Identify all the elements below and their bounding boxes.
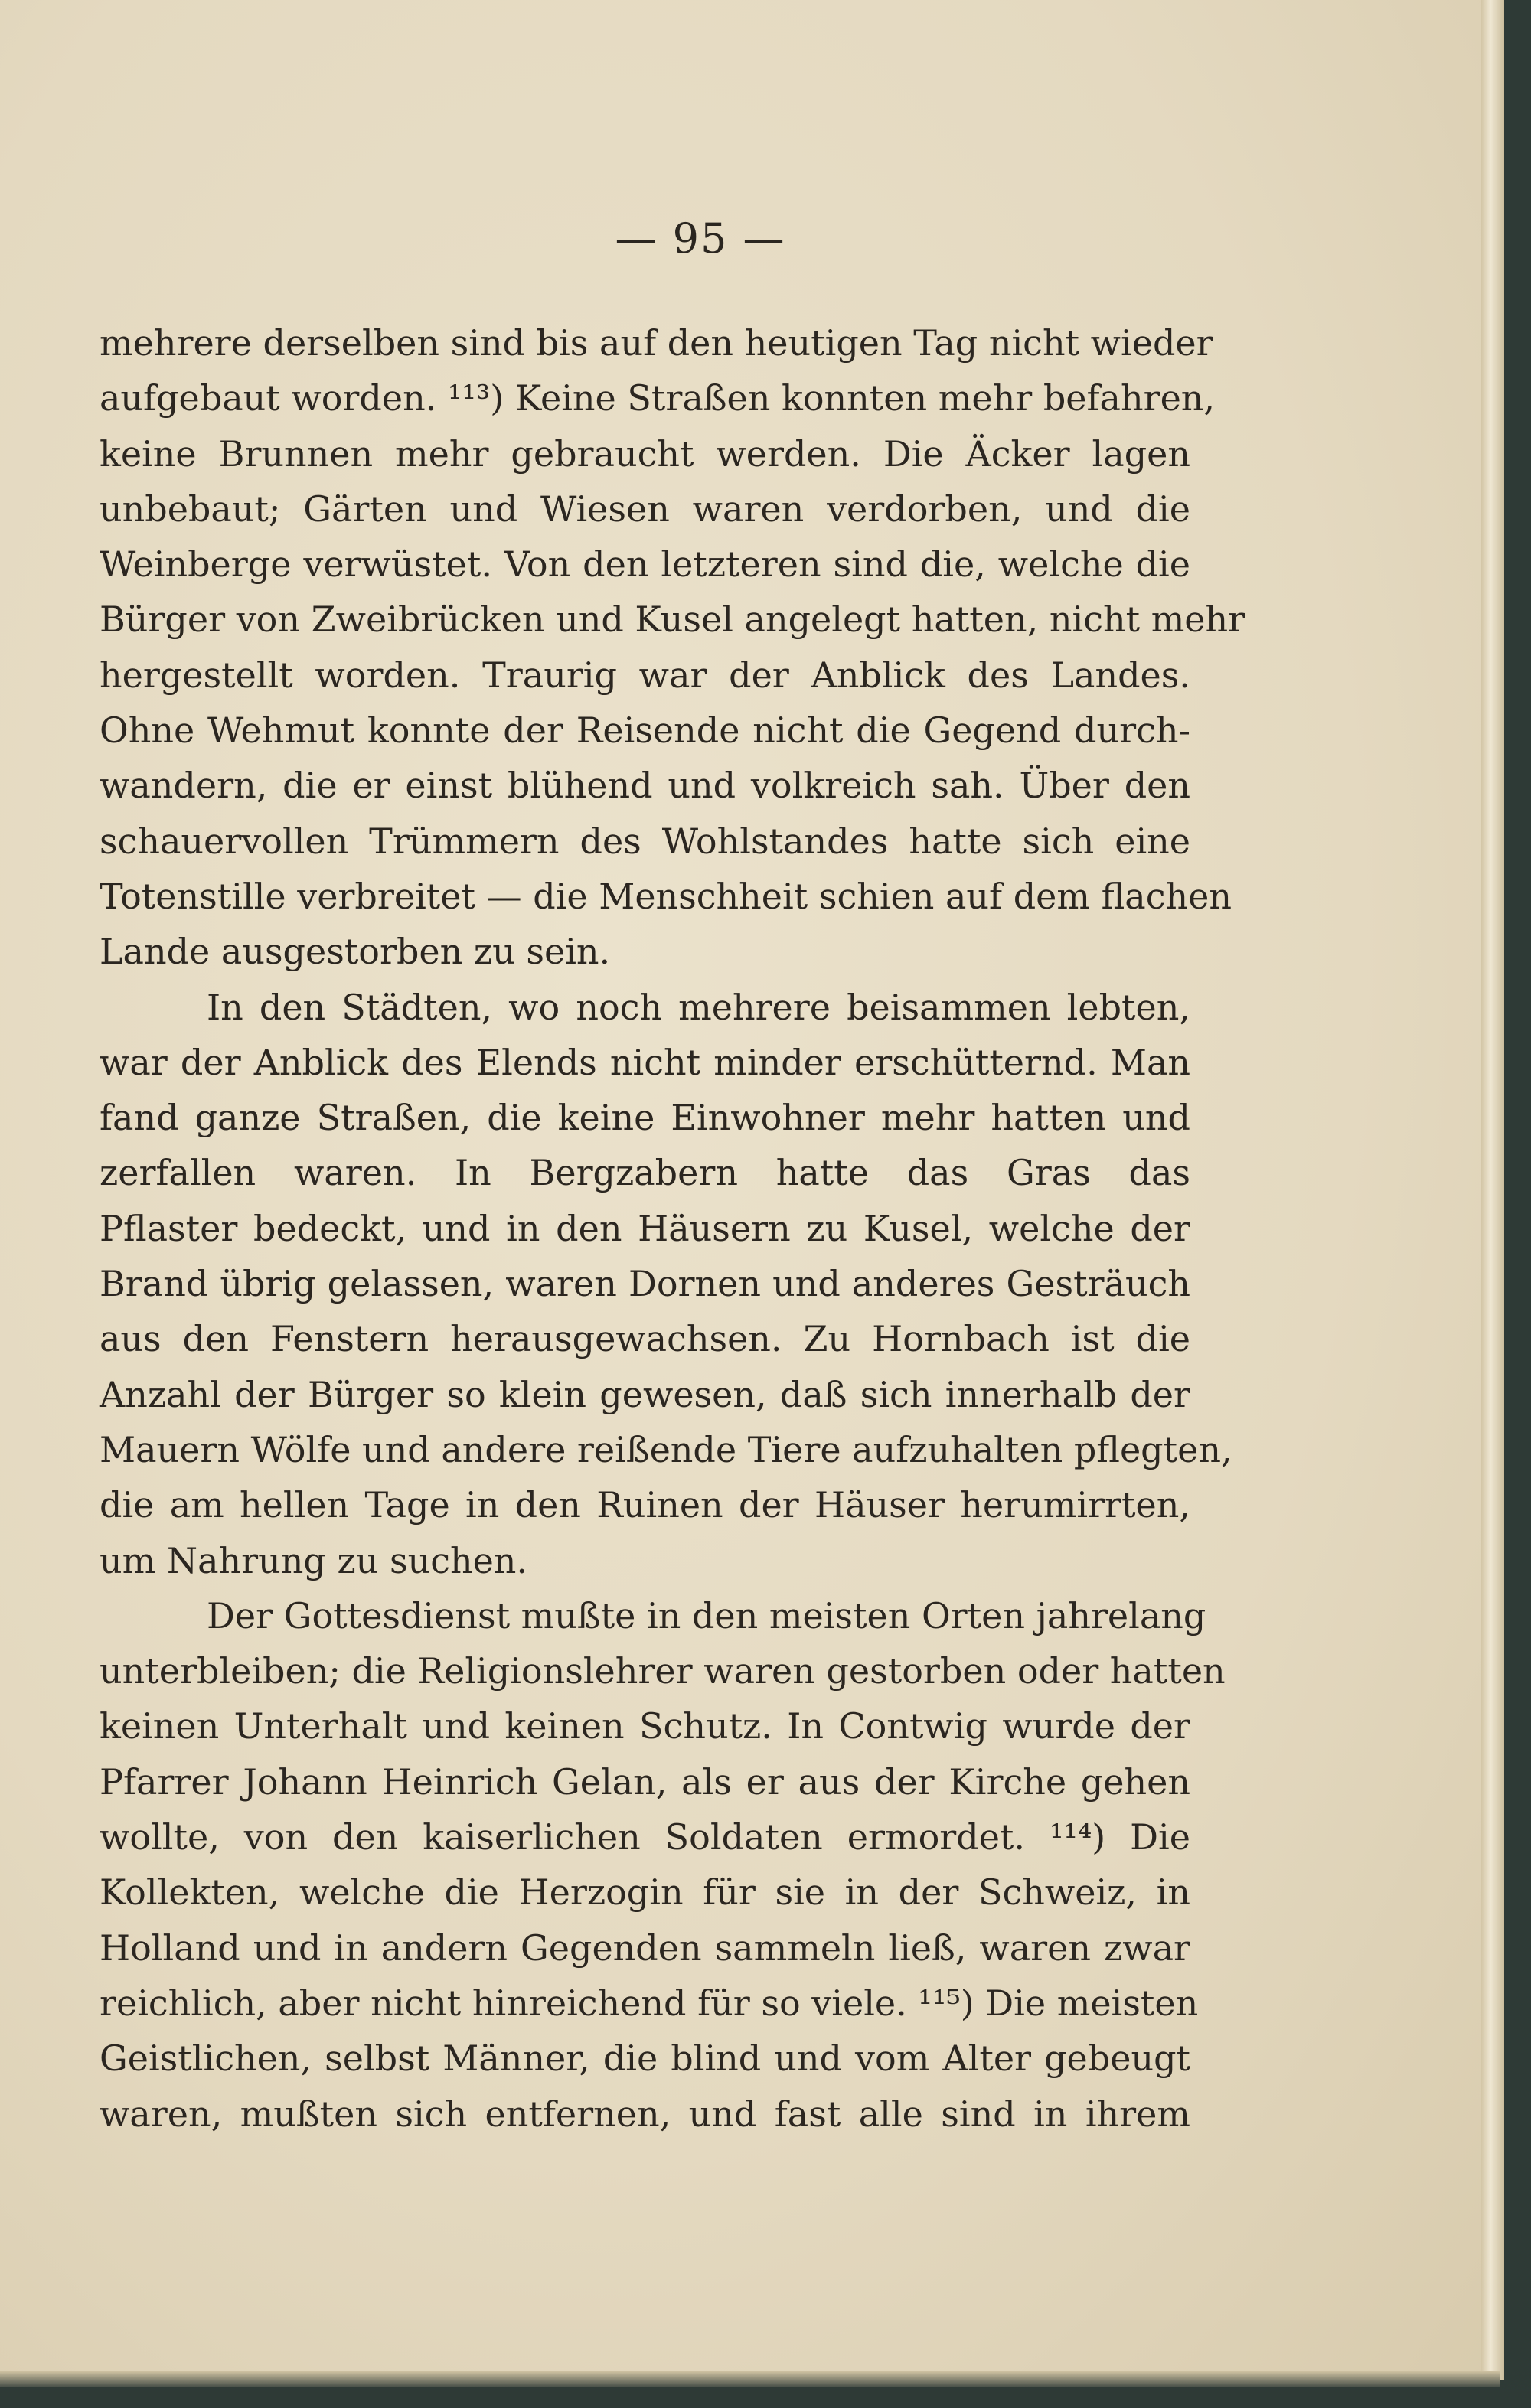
text-line: Kollekten, welche die Herzogin für sie in der Schweiz, in (100, 1871, 1190, 1914)
text-line: waren, mußten sich entfernen, und fast alle sind in ihrem (100, 2093, 1190, 2135)
text-line: wollte, von den kaiserlichen Soldaten ermordet. ¹¹⁴) Die (100, 1816, 1190, 1858)
text-line: Bürger von Zweibrücken und Kusel angelegt hatten, nicht mehr (100, 599, 1245, 641)
text-line: um Nahrung zu suchen. (100, 1539, 528, 1581)
text-line: schauervollen Trümmern des Wohlstandes hatte sich eine (100, 820, 1190, 862)
page-edge (1481, 0, 1504, 2380)
text-line: In den Städten, wo noch mehrere beisammen lebten, (207, 986, 1190, 1028)
text-line: Lande ausgestorben zu sein. (100, 931, 611, 973)
text-line: wandern, die er einst blühend und volkreich sah. Über den (100, 765, 1190, 807)
text-line: Anzahl der Bürger so klein gewesen, daß sich innerhalb der (100, 1373, 1190, 1415)
text-line: Pfarrer Johann Heinrich Gelan, als er aus der Kirche gehen (100, 1760, 1190, 1803)
text-line: die am hellen Tage in den Ruinen der Häuser herumirrten, (100, 1484, 1190, 1526)
paragraph-3 (100, 1588, 1226, 2142)
text-line: keine Brunnen mehr gebraucht werden. Die Äcker lagen (100, 432, 1190, 475)
text-line: Totenstille verbreitet — die Menschheit schien auf dem flachen (100, 875, 1232, 917)
text-line: Pflaster bedeckt, und in den Häusern zu Kusel, welche der (100, 1207, 1190, 1249)
paragraph-1 (100, 315, 1245, 980)
text-line: fand ganze Straßen, die keine Einwohner mehr hatten und (100, 1097, 1190, 1139)
text-line: Holland und in andern Gegenden sammeln ließ, waren zwar (100, 1927, 1190, 1969)
text-line: Der Gottesdienst mußte in den meisten Orten jahrelang (207, 1594, 1206, 1636)
text-line: aufgebaut worden. ¹¹³) Keine Straßen konnten mehr befahren, (100, 377, 1216, 419)
text-line: Weinberge verwüstet. Von den letzteren sind die, welche die (100, 543, 1190, 586)
text-line: Geistlichen, selbst Männer, die blind und vom Alter gebeugt (100, 2038, 1190, 2080)
text-line: war der Anblick des Elends nicht minder erschütternd. Man (100, 1041, 1190, 1083)
page-bottom-edge (0, 2371, 1500, 2387)
page-number: — 95 — (615, 214, 786, 263)
text-line: zerfallen waren. In Bergzabern hatte das Gras das (100, 1152, 1190, 1194)
paragraph-2 (100, 980, 1232, 1588)
text-line: unbebaut; Gärten und Wiesen waren verdorben, und die (100, 488, 1190, 530)
text-line: Mauern Wölfe und andere reißende Tiere aufzuhalten pflegten, (100, 1428, 1232, 1470)
text-line: keinen Unterhalt und keinen Schutz. In Contwig wurde der (100, 1705, 1190, 1747)
text-line: Ohne Wehmut konnte der Reisende nicht die Gegend durch- (100, 710, 1190, 752)
text-line: unterbleiben; die Religionslehrer waren gestorben oder hatten (100, 1650, 1226, 1692)
text-line: aus den Fenstern herausgewachsen. Zu Hornbach ist die (100, 1318, 1190, 1360)
text-line: hergestellt worden. Traurig war der Anblick des Landes. (100, 654, 1190, 696)
text-line: Brand übrig gelassen, waren Dornen und anderes Gesträuch (100, 1263, 1190, 1305)
text-line: mehrere derselben sind bis auf den heutigen Tag nicht wieder (100, 322, 1213, 364)
text-body (100, 315, 1245, 2142)
text-line: reichlich, aber nicht hinreichend für so viele. ¹¹⁵) Die meisten (100, 1982, 1199, 2024)
